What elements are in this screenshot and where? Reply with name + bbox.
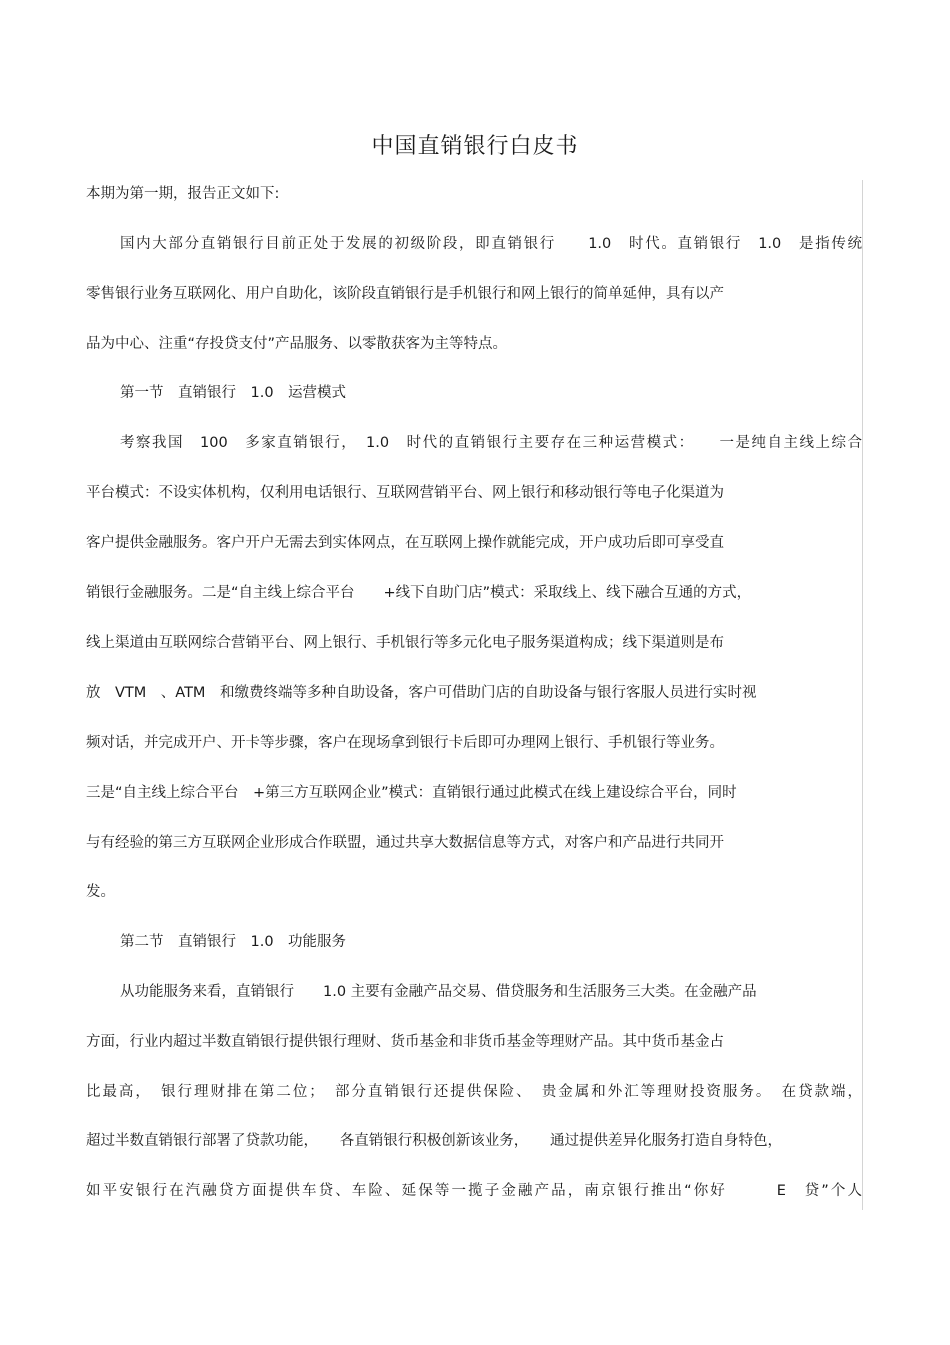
paragraph-line: 国内大部分直销银行目前正处于发展的初级阶段，即直销银行 1.0 时代。直销银行 1.0 是指传统 [120,236,862,252]
paragraph-line: 销银行金融服务。二是“自主线上综合平台 +线下自助门店”模式：采取线上、线下融合互通的方式， [86,585,752,601]
paragraph-line: 从功能服务来看，直销银行 1.0 主要有金融产品交易、借贷服务和生活服务三大类。在金融产品 [120,984,757,1000]
paragraph-line: 如平安银行在汽融贷方面提供车贷、车险、延保等一揽子金融产品，南京银行推出“你好 E 贷”个人 [86,1183,862,1199]
paragraph-line: 考察我国 100 多家直销银行， 1.0 时代的直销银行主要存在三种运营模式： 一是纯自主线上综合 [120,435,862,451]
paragraph-line: 放 VTM 、ATM 和缴费终端等多种自助设备，客户可借助门店的自助设备与银行客服人员进行实时视 [86,685,757,701]
paragraph-line: 本期为第一期，报告正文如下: [86,186,280,202]
page-edge-divider [862,180,863,1210]
paragraph-line: 发。 [86,884,115,900]
paragraph-line: 超过半数直销银行部署了贷款功能， 各直销银行积极创新该业务， 通过提供差异化服务打造自身特色， [86,1133,782,1149]
document-title: 中国直销银行白皮书 [371,134,579,159]
paragraph-line: 与有经验的第三方互联网企业形成合作联盟，通过共享大数据信息等方式，对客户和产品进行共同开 [86,835,724,851]
paragraph-line: 平台模式：不设实体机构，仅利用电话银行、互联网营销平台、网上银行和移动银行等电子化渠道为 [86,485,724,501]
paragraph-line: 客户提供金融服务。客户开户无需去到实体网点，在互联网上操作就能完成，开户成功后即可享受直 [86,535,724,551]
paragraph-line: 线上渠道由互联网综合营销平台、网上银行、手机银行等多元化电子服务渠道构成；线下渠道则是布 [86,635,724,651]
paragraph-line: 品为中心、注重“存投贷支付”产品服务、以零散获客为主等特点。 [86,336,508,352]
section-heading: 第一节 直销银行 1.0 运营模式 [120,385,347,401]
paragraph-line: 三是“自主线上综合平台 +第三方互联网企业”模式：直销银行通过此模式在线上建设综合平台，同时 [86,785,737,801]
paragraph-line: 方面，行业内超过半数直销银行提供银行理财、货币基金和非货币基金等理财产品。其中货币基金占 [86,1034,724,1050]
paragraph-line: 频对话，并完成开户、开卡等步骤，客户在现场拿到银行卡后即可办理网上银行、手机银行等业务。 [86,735,724,751]
section-heading: 第二节 直销银行 1.0 功能服务 [120,934,347,950]
paragraph-line: 比最高， 银行理财排在第二位； 部分直销银行还提供保险、 贵金属和外汇等理财投资服务。 在贷款端， [86,1084,862,1100]
paragraph-line: 零售银行业务互联网化、用户自助化，该阶段直销银行是手机银行和网上银行的简单延伸，具有以产 [86,286,724,302]
